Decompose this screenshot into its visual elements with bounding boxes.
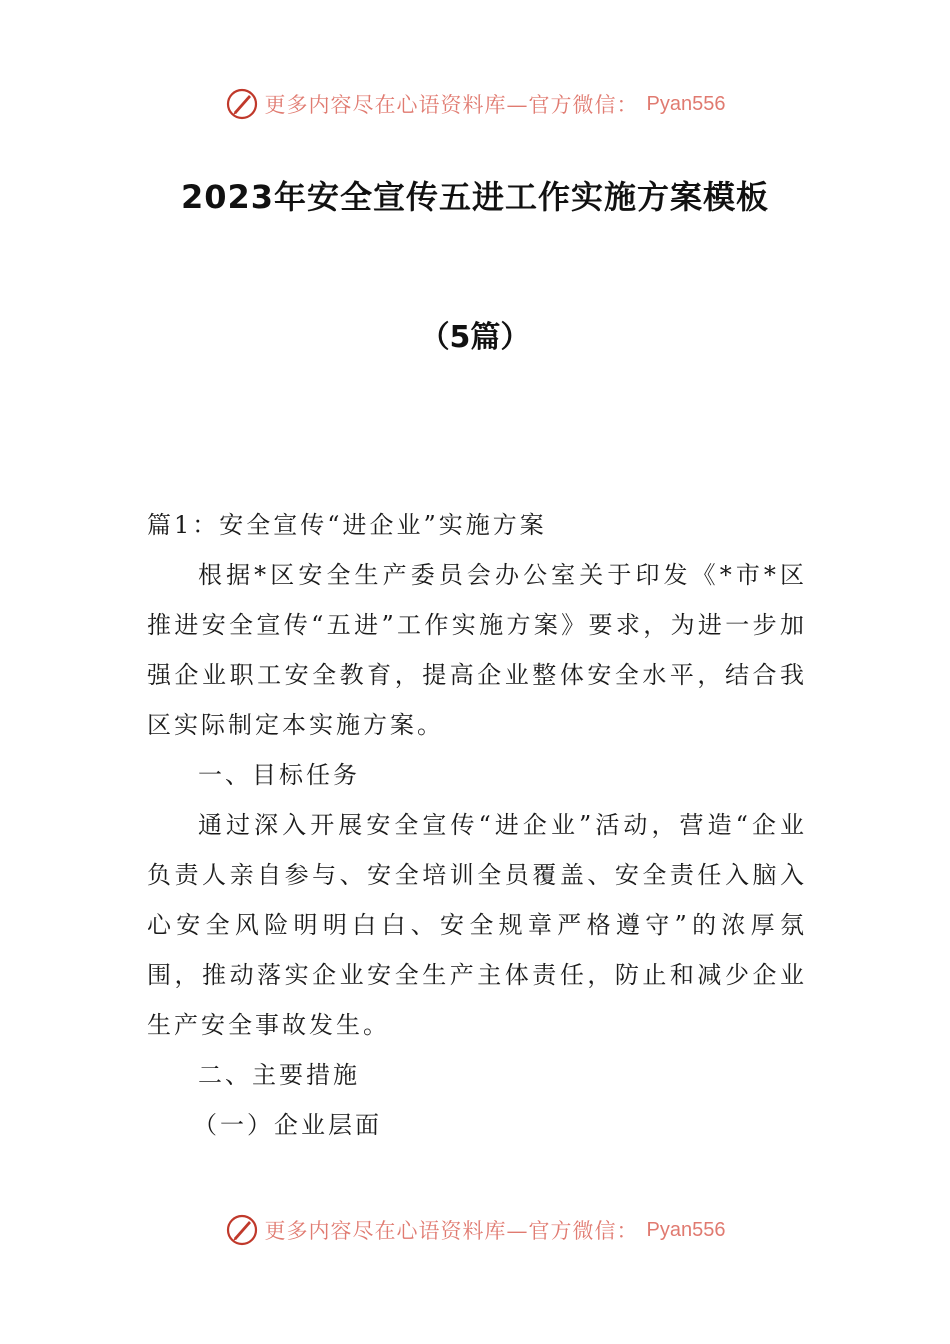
paragraph-intro: 根据*区安全生产委员会办公室关于印发《*市*区推进安全宣传“五进”工作实施方案》要求，为进一步加强企业职工安全教育，提高企业整体安全水平，结合我区实际制定本实施方案。 <box>147 561 807 739</box>
section-heading-chapter: 篇1：安全宣传“进企业”实施方案 <box>147 511 547 539</box>
quill-pen-icon <box>225 87 259 121</box>
watermark-text: 更多内容尽在心语资料库—官方微信： <box>264 93 639 117</box>
document-title: 2023年安全宣传五进工作实施方案模板 <box>180 178 770 216</box>
document-body <box>147 500 807 1150</box>
section-heading-goals: 一、目标任务 <box>198 761 360 789</box>
watermark-id: Pyan556 <box>646 1218 726 1241</box>
watermark-id: Pyan556 <box>646 92 726 115</box>
document-subtitle: （5篇） <box>419 320 531 355</box>
footer-watermark <box>0 1208 950 1252</box>
paragraph-goals: 通过深入开展安全宣传“进企业”活动，营造“企业负责人亲自参与、安全培训全员覆盖、安全责任入脑入心安全风险明明白白、安全规章严格遵守”的浓厚氛围，推动落实企业安全生产主体责任，防止和减少企业生产安全事故发生。 <box>147 811 807 1039</box>
section-heading-measures: 二、主要措施 <box>198 1061 360 1089</box>
quill-pen-icon <box>225 1213 259 1247</box>
watermark-text: 更多内容尽在心语资料库—官方微信： <box>264 1219 639 1243</box>
subsection-heading-enterprise: （一）企业层面 <box>193 1111 382 1139</box>
header-watermark <box>0 82 950 126</box>
